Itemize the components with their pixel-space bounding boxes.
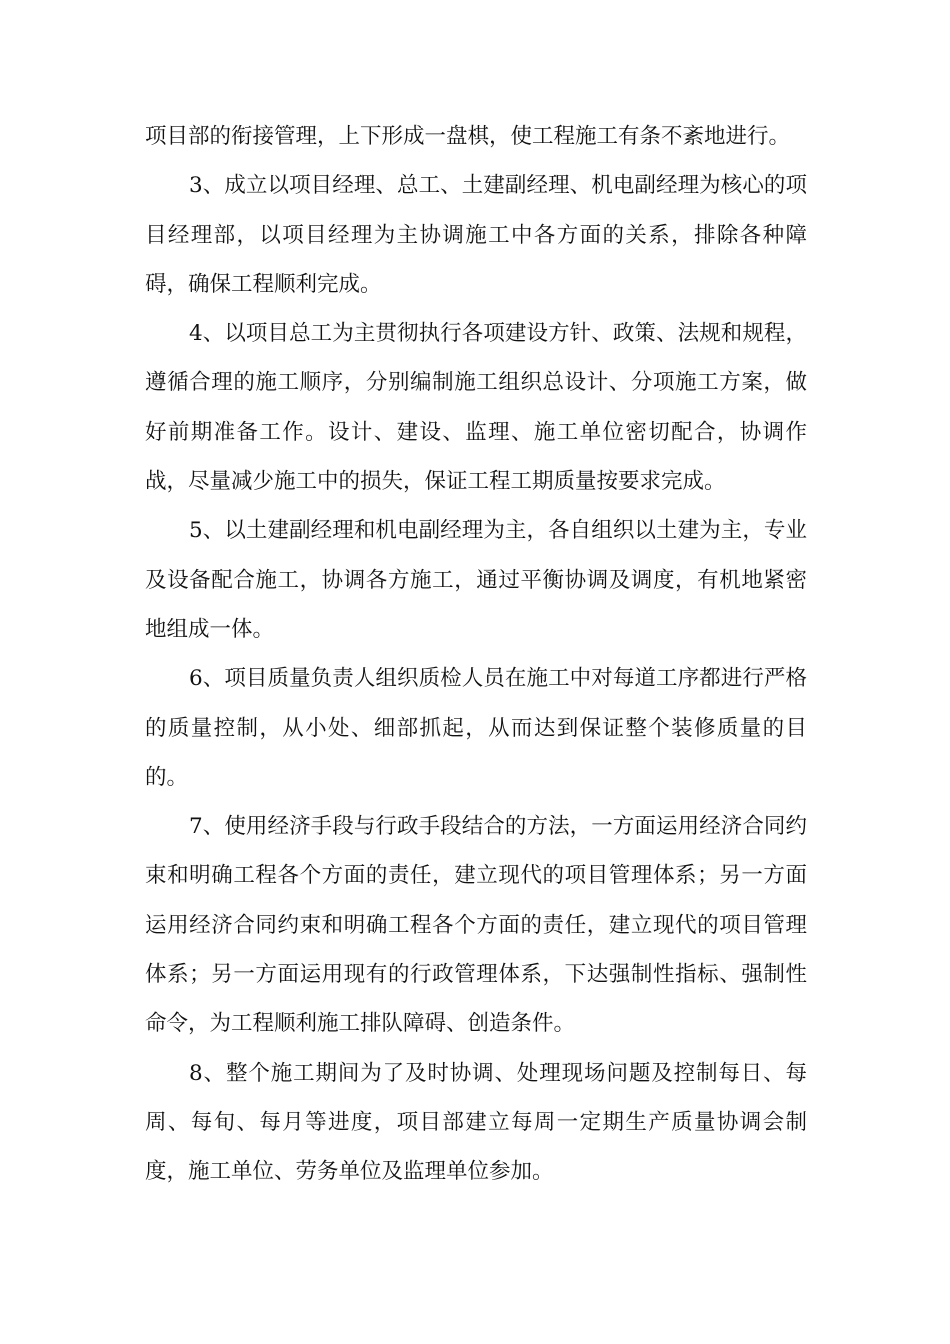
- paragraph-item-4: 4、以项目总工为主贯彻执行各项建设方针、政策、法规和规程，遵循合理的施工顺序，分别编制施工组织总设计、分项施工方案，做好前期准备工作。设计、建设、监理、施工单位密切配合，协调作战，尽量减少施工中的损失，保证工程工期质量按要求完成。: [145, 321, 807, 495]
- paragraph-continuation: 项目部的衔接管理，上下形成一盘棋，使工程施工有条不紊地进行。: [145, 124, 791, 149]
- paragraph-item-7: 7、使用经济手段与行政手段结合的方法，一方面运用经济合同约束和明确工程各个方面的责任，建立现代的项目管理体系；另一方面运用经济合同约束和明确工程各个方面的责任，建立现代的项目管理体系；另一方面运用现有的行政管理体系，下达强制性指标、强制性命令，为工程顺利施工排队障碍、创造条件。: [145, 814, 807, 1037]
- document-page: [145, 112, 807, 1197]
- paragraph-item-3: 3、成立以项目经理、总工、土建副经理、机电副经理为核心的项目经理部，以项目经理为主协调施工中各方面的关系，排除各种障碍，确保工程顺利完成。: [145, 173, 807, 297]
- paragraph-item-8: 8、整个施工期间为了及时协调、处理现场问题及控制每日、每周、每旬、每月等进度，项目部建立每周一定期生产质量协调会制度，施工单位、劳务单位及监理单位参加。: [145, 1060, 807, 1185]
- paragraph-item-6: 6、项目质量负责人组织质检人员在施工中对每道工序都进行严格的质量控制，从小处、细部抓起，从而达到保证整个装修质量的目的。: [145, 666, 807, 790]
- paragraph-item-5: 5、以土建副经理和机电副经理为主，各自组织以土建为主，专业及设备配合施工，协调各方施工，通过平衡协调及调度，有机地紧密地组成一体。: [145, 518, 807, 642]
